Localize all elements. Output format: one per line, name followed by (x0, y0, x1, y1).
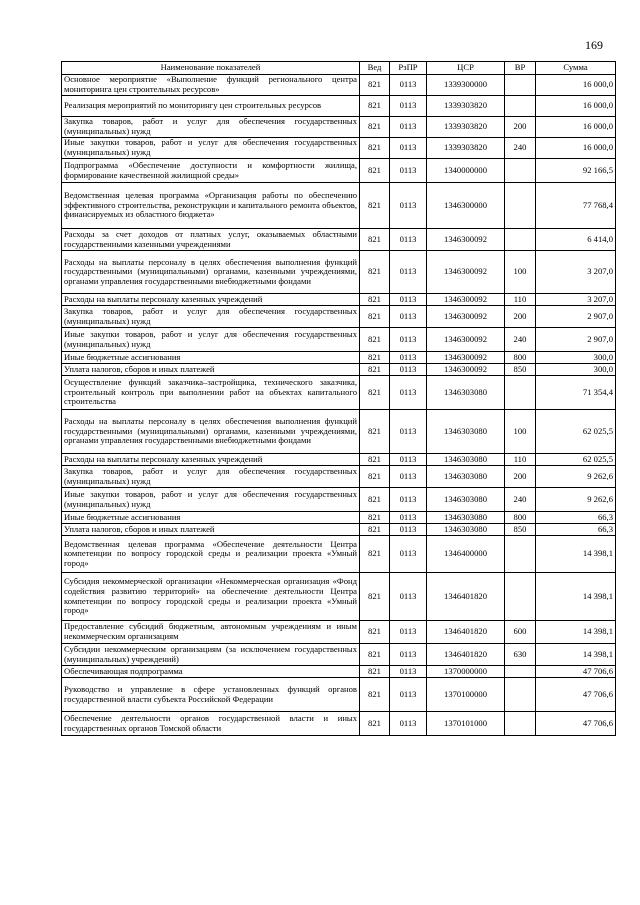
cell-name: Расходы за счет доходов от платных услуг, оказываемых областными государственными казенными учреждениями (62, 229, 360, 251)
cell-csr: 1346300092 (427, 251, 505, 294)
cell-name: Иные бюджетные ассигнования (62, 512, 360, 524)
cell-vr: 200 (505, 466, 536, 488)
cell-name: Расходы на выплаты персоналу казенных учреждений (62, 454, 360, 466)
cell-rzpr: 0113 (390, 712, 427, 736)
cell-rzpr: 0113 (390, 621, 427, 644)
cell-vr (505, 75, 536, 96)
cell-ved: 821 (360, 364, 390, 376)
cell-csr: 1346300092 (427, 328, 505, 352)
table-row (62, 117, 616, 138)
header-row (62, 62, 616, 75)
cell-ved: 821 (360, 96, 390, 117)
cell-vr: 200 (505, 117, 536, 138)
cell-vr: 800 (505, 512, 536, 524)
table-row (62, 488, 616, 512)
cell-name: Предоставление субсидий бюджетным, автономным учреждениям и иным некоммерческим организациям (62, 621, 360, 644)
cell-ved: 821 (360, 410, 390, 454)
cell-ved: 821 (360, 306, 390, 328)
table-row (62, 678, 616, 712)
cell-vr (505, 678, 536, 712)
cell-sum: 62 025,5 (536, 410, 616, 454)
cell-csr: 1370000000 (427, 666, 505, 678)
cell-ved: 821 (360, 524, 390, 536)
cell-ved: 821 (360, 251, 390, 294)
cell-ved: 821 (360, 573, 390, 621)
cell-csr: 1346303080 (427, 512, 505, 524)
cell-csr: 1346303080 (427, 376, 505, 410)
cell-rzpr: 0113 (390, 376, 427, 410)
cell-csr: 1339303820 (427, 117, 505, 138)
cell-ved: 821 (360, 229, 390, 251)
cell-name: Руководство и управление в сфере установленных функций органов государственной власти субъекта Российской Федерации (62, 678, 360, 712)
cell-ved: 821 (360, 666, 390, 678)
cell-name: Расходы на выплаты персоналу в целях обеспечения выполнения функций государственными (муниципальными) органами, казенными учреждениями, органами управления государственными внебюджетными фондами (62, 410, 360, 454)
cell-vr: 240 (505, 328, 536, 352)
cell-name: Субсидия некоммерческой организации «Некоммерческая организация «Фонд содействия развитию территорий» на обеспечение деятельности Центра компетенции по вопросу городской среды и реализации проекта «Умный город» (62, 573, 360, 621)
cell-vr: 110 (505, 294, 536, 306)
cell-ved: 821 (360, 294, 390, 306)
table-row (62, 644, 616, 666)
table-row (62, 410, 616, 454)
cell-name: Осуществление функций заказчика–застройщика, технического заказчика, строительный контроль при выполнении работ на объектах капитального строительства (62, 376, 360, 410)
cell-rzpr: 0113 (390, 117, 427, 138)
cell-rzpr: 0113 (390, 251, 427, 294)
cell-sum: 300,0 (536, 364, 616, 376)
cell-ved: 821 (360, 75, 390, 96)
cell-sum: 14 398,1 (536, 644, 616, 666)
cell-sum: 14 398,1 (536, 536, 616, 573)
cell-csr: 1346303080 (427, 410, 505, 454)
cell-vr: 200 (505, 306, 536, 328)
table-row (62, 229, 616, 251)
cell-rzpr: 0113 (390, 454, 427, 466)
cell-csr: 1346401820 (427, 573, 505, 621)
cell-sum: 2 907,0 (536, 306, 616, 328)
cell-name: Иные закупки товаров, работ и услуг для обеспечения государственных (муниципальных) нужд (62, 488, 360, 512)
cell-ved: 821 (360, 712, 390, 736)
cell-vr (505, 96, 536, 117)
cell-rzpr: 0113 (390, 573, 427, 621)
cell-name: Ведомственная целевая программа «Организация работы по обеспечению эффективного строительства, реконструкции и капитального ремонта объектов, финансируемых из областного бюджета» (62, 183, 360, 229)
table-header (62, 62, 616, 75)
cell-name: Реализация мероприятий по мониторингу цен строительных ресурсов (62, 96, 360, 117)
header-name: Наименование показателей (62, 62, 360, 75)
cell-sum: 66,3 (536, 524, 616, 536)
cell-csr: 1370101000 (427, 712, 505, 736)
cell-vr (505, 159, 536, 183)
table-row (62, 512, 616, 524)
cell-rzpr: 0113 (390, 524, 427, 536)
cell-vr: 100 (505, 410, 536, 454)
cell-rzpr: 0113 (390, 678, 427, 712)
table-row (62, 621, 616, 644)
cell-vr: 850 (505, 524, 536, 536)
table-row (62, 183, 616, 229)
table-row (62, 573, 616, 621)
cell-rzpr: 0113 (390, 536, 427, 573)
cell-vr: 600 (505, 621, 536, 644)
cell-name: Уплата налогов, сборов и иных платежей (62, 524, 360, 536)
cell-csr: 1346300092 (427, 229, 505, 251)
cell-name: Закупка товаров, работ и услуг для обеспечения государственных (муниципальных) нужд (62, 306, 360, 328)
cell-sum: 77 768,4 (536, 183, 616, 229)
page-number: 169 (585, 38, 603, 52)
table-row (62, 328, 616, 352)
cell-vr (505, 183, 536, 229)
cell-csr: 1346401820 (427, 621, 505, 644)
cell-ved: 821 (360, 328, 390, 352)
cell-rzpr: 0113 (390, 159, 427, 183)
table-row (62, 364, 616, 376)
table-row (62, 352, 616, 364)
table-row (62, 159, 616, 183)
cell-rzpr: 0113 (390, 75, 427, 96)
cell-name: Основное мероприятие «Выполнение функций регионального центра мониторинга цен строительных ресурсов» (62, 75, 360, 96)
cell-csr: 1346303080 (427, 488, 505, 512)
cell-name: Субсидии некоммерческим организациям (за исключением государственных (муниципальных) учреждений) (62, 644, 360, 666)
table-row (62, 454, 616, 466)
cell-name: Закупка товаров, работ и услуг для обеспечения государственных (муниципальных) нужд (62, 117, 360, 138)
budget-table (61, 61, 616, 736)
cell-csr: 1346300000 (427, 183, 505, 229)
cell-sum: 71 354,4 (536, 376, 616, 410)
cell-name: Обеспечивающая подпрограмма (62, 666, 360, 678)
cell-csr: 1346300092 (427, 364, 505, 376)
cell-vr: 110 (505, 454, 536, 466)
table-row (62, 75, 616, 96)
cell-rzpr: 0113 (390, 229, 427, 251)
table-row (62, 712, 616, 736)
cell-sum: 3 207,0 (536, 294, 616, 306)
cell-vr (505, 573, 536, 621)
cell-csr: 1370100000 (427, 678, 505, 712)
cell-rzpr: 0113 (390, 183, 427, 229)
header-sum: Сумма (536, 62, 616, 75)
cell-rzpr: 0113 (390, 410, 427, 454)
cell-sum: 300,0 (536, 352, 616, 364)
cell-vr: 240 (505, 138, 536, 159)
cell-vr: 800 (505, 352, 536, 364)
cell-ved: 821 (360, 644, 390, 666)
cell-rzpr: 0113 (390, 328, 427, 352)
cell-csr: 1339300000 (427, 75, 505, 96)
cell-ved: 821 (360, 117, 390, 138)
cell-name: Иные закупки товаров, работ и услуг для обеспечения государственных (муниципальных) нужд (62, 328, 360, 352)
table-row (62, 294, 616, 306)
cell-name: Расходы на выплаты персоналу в целях обеспечения выполнения функций государственными (муниципальными) органами, казенными учреждениями, органами управления государственными внебюджетными фондами (62, 251, 360, 294)
cell-name: Закупка товаров, работ и услуг для обеспечения государственных (муниципальных) нужд (62, 466, 360, 488)
table-row (62, 138, 616, 159)
cell-vr (505, 712, 536, 736)
cell-rzpr: 0113 (390, 644, 427, 666)
cell-rzpr: 0113 (390, 512, 427, 524)
cell-ved: 821 (360, 159, 390, 183)
cell-vr (505, 666, 536, 678)
cell-csr: 1340000000 (427, 159, 505, 183)
cell-name: Иные бюджетные ассигнования (62, 352, 360, 364)
cell-vr: 630 (505, 644, 536, 666)
cell-csr: 1346303080 (427, 524, 505, 536)
cell-name: Подпрограмма «Обеспечение доступности и комфортности жилища, формирование качественной жилищной среды» (62, 159, 360, 183)
cell-sum: 16 000,0 (536, 138, 616, 159)
cell-csr: 1346300092 (427, 306, 505, 328)
cell-rzpr: 0113 (390, 666, 427, 678)
cell-rzpr: 0113 (390, 352, 427, 364)
cell-ved: 821 (360, 621, 390, 644)
header-vr: ВР (505, 62, 536, 75)
table-body (62, 75, 616, 736)
header-rzpr: РзПР (390, 62, 427, 75)
cell-csr: 1339303820 (427, 96, 505, 117)
cell-csr: 1346300092 (427, 294, 505, 306)
cell-sum: 66,3 (536, 512, 616, 524)
cell-sum: 47 706,6 (536, 712, 616, 736)
cell-sum: 6 414,0 (536, 229, 616, 251)
cell-sum: 62 025,5 (536, 454, 616, 466)
cell-csr: 1346300092 (427, 352, 505, 364)
cell-vr: 240 (505, 488, 536, 512)
cell-vr (505, 376, 536, 410)
cell-ved: 821 (360, 183, 390, 229)
cell-ved: 821 (360, 466, 390, 488)
cell-sum: 14 398,1 (536, 573, 616, 621)
cell-ved: 821 (360, 138, 390, 159)
table-row (62, 666, 616, 678)
cell-sum: 16 000,0 (536, 117, 616, 138)
cell-csr: 1346400000 (427, 536, 505, 573)
cell-rzpr: 0113 (390, 294, 427, 306)
cell-name: Ведомственная целевая программа «Обеспечение деятельности Центра компетенции по вопросу городской среды и реализации проекта «Умный город» (62, 536, 360, 573)
cell-ved: 821 (360, 352, 390, 364)
cell-vr: 100 (505, 251, 536, 294)
cell-sum: 47 706,6 (536, 678, 616, 712)
cell-rzpr: 0113 (390, 138, 427, 159)
cell-sum: 14 398,1 (536, 621, 616, 644)
cell-name: Расходы на выплаты персоналу казенных учреждений (62, 294, 360, 306)
cell-ved: 821 (360, 678, 390, 712)
cell-sum: 16 000,0 (536, 75, 616, 96)
cell-ved: 821 (360, 512, 390, 524)
cell-ved: 821 (360, 376, 390, 410)
cell-rzpr: 0113 (390, 96, 427, 117)
cell-csr: 1339303820 (427, 138, 505, 159)
header-ved: Вед (360, 62, 390, 75)
cell-ved: 821 (360, 536, 390, 573)
cell-sum: 47 706,6 (536, 666, 616, 678)
cell-sum: 92 166,5 (536, 159, 616, 183)
table-row (62, 96, 616, 117)
cell-ved: 821 (360, 454, 390, 466)
cell-csr: 1346401820 (427, 644, 505, 666)
cell-vr: 850 (505, 364, 536, 376)
cell-rzpr: 0113 (390, 488, 427, 512)
cell-sum: 3 207,0 (536, 251, 616, 294)
cell-name: Обеспечение деятельности органов государственной власти и иных государственных органов Томской области (62, 712, 360, 736)
cell-sum: 16 000,0 (536, 96, 616, 117)
cell-sum: 2 907,0 (536, 328, 616, 352)
cell-sum: 9 262,6 (536, 488, 616, 512)
cell-rzpr: 0113 (390, 466, 427, 488)
cell-csr: 1346303080 (427, 466, 505, 488)
cell-name: Иные закупки товаров, работ и услуг для обеспечения государственных (муниципальных) нужд (62, 138, 360, 159)
cell-rzpr: 0113 (390, 306, 427, 328)
cell-sum: 9 262,6 (536, 466, 616, 488)
table-row (62, 524, 616, 536)
cell-ved: 821 (360, 488, 390, 512)
cell-rzpr: 0113 (390, 364, 427, 376)
cell-csr: 1346303080 (427, 454, 505, 466)
table-row (62, 536, 616, 573)
table-row (62, 306, 616, 328)
table-row (62, 251, 616, 294)
table-row (62, 376, 616, 410)
table-row (62, 466, 616, 488)
cell-vr (505, 229, 536, 251)
cell-vr (505, 536, 536, 573)
header-csr: ЦСР (427, 62, 505, 75)
cell-name: Уплата налогов, сборов и иных платежей (62, 364, 360, 376)
